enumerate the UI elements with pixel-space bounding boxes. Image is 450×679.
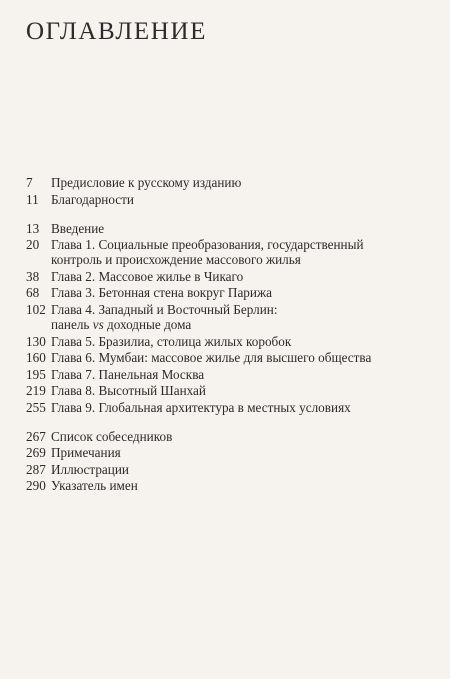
toc-entry-line	[51, 317, 426, 332]
toc-entry-line: Глава 6. Мумбаи: массовое жилье для высшего общества	[51, 350, 372, 366]
toc-entry-title	[51, 285, 426, 300]
toc-page-number: 290	[26, 478, 46, 494]
toc-page-number: 287	[26, 461, 46, 477]
toc-entry-title	[51, 367, 426, 382]
toc-entry-title	[51, 175, 426, 190]
toc-entry-line: Глава 7. Панельная Москва	[51, 366, 205, 382]
toc-entry-title	[51, 383, 426, 398]
toc-page-number: 130	[26, 333, 46, 349]
toc-entry-title	[51, 237, 426, 267]
toc-page-number: 219	[26, 383, 46, 399]
toc-entry-line: Глава 8. Высотный Шанхай	[51, 383, 206, 399]
toc-page-number: 13	[26, 220, 40, 236]
toc-page-number: 38	[26, 268, 40, 284]
toc-entry-title	[51, 221, 426, 236]
toc-entry-line: Глава 3. Бетонная стена вокруг Парижа	[51, 285, 272, 301]
toc-group-back	[26, 429, 426, 494]
toc-page-number: 269	[26, 445, 46, 461]
toc-entry	[26, 192, 426, 207]
toc-page-number: 160	[26, 350, 46, 366]
toc-page-number: 68	[26, 285, 40, 301]
toc-entry-line: Глава 9. Глобальная архитектура в местных условиях	[51, 399, 351, 415]
toc-entry	[26, 400, 426, 415]
toc-entry	[26, 302, 426, 332]
toc-entry	[26, 445, 426, 460]
toc-entry	[26, 334, 426, 349]
toc-entry-title	[51, 478, 426, 493]
toc-page-number: 7	[26, 175, 33, 190]
toc-entry-line: Предисловие к русскому изданию	[51, 175, 242, 190]
toc-page-number: 102	[26, 301, 46, 317]
toc-entry-title	[51, 400, 426, 415]
toc-entry-line: контроль и происхождение массового жилья	[51, 252, 301, 268]
toc-entry	[26, 221, 426, 236]
toc-entry-line: Глава 2. Массовое жилье в Чикаго	[51, 268, 244, 284]
toc-page-number: 267	[26, 428, 46, 444]
toc-group-front	[26, 175, 426, 207]
toc-entry-text: панель	[51, 317, 93, 333]
table-of-contents	[26, 175, 426, 508]
toc-entry	[26, 175, 426, 190]
toc-entry-line: Иллюстрации	[51, 461, 129, 477]
toc-page-number: 11	[26, 191, 39, 207]
toc-entry-title	[51, 445, 426, 460]
toc-entry-title	[51, 192, 426, 207]
toc-entry	[26, 269, 426, 284]
toc-entry	[26, 429, 426, 444]
toc-entry-title	[51, 462, 426, 477]
toc-entry	[26, 285, 426, 300]
toc-entry-line: Глава 1. Социальные преобразования, государственный	[51, 237, 364, 253]
toc-page-number: 255	[26, 399, 46, 415]
toc-entry	[26, 367, 426, 382]
toc-entry	[26, 478, 426, 493]
toc-entry-title	[51, 269, 426, 284]
toc-entry-line: Введение	[51, 220, 105, 236]
toc-entry-line: Глава 4. Западный и Восточный Берлин:	[51, 301, 278, 317]
toc-group-chapters	[26, 221, 426, 415]
toc-entry-line: Список собеседников	[51, 428, 173, 444]
toc-entry-line: Благодарности	[51, 191, 134, 207]
toc-entry-text: доходные дома	[103, 317, 192, 333]
toc-entry	[26, 383, 426, 398]
page-title: ОГЛАВЛЕНИЕ	[26, 18, 207, 45]
toc-entry-line: Примечания	[51, 445, 121, 461]
toc-entry-title	[51, 350, 426, 365]
toc-entry	[26, 237, 426, 267]
toc-entry-title	[51, 302, 426, 332]
toc-entry-line: Глава 5. Бразилиа, столица жилых коробок	[51, 333, 292, 349]
toc-entry	[26, 350, 426, 365]
toc-entry	[26, 462, 426, 477]
toc-entry-title	[51, 334, 426, 349]
toc-entry-line: Указатель имен	[51, 478, 138, 494]
toc-page-number: 195	[26, 366, 46, 382]
toc-entry-title	[51, 429, 426, 444]
toc-entry-emphasis: vs	[92, 317, 104, 333]
toc-page-number: 20	[26, 237, 40, 253]
